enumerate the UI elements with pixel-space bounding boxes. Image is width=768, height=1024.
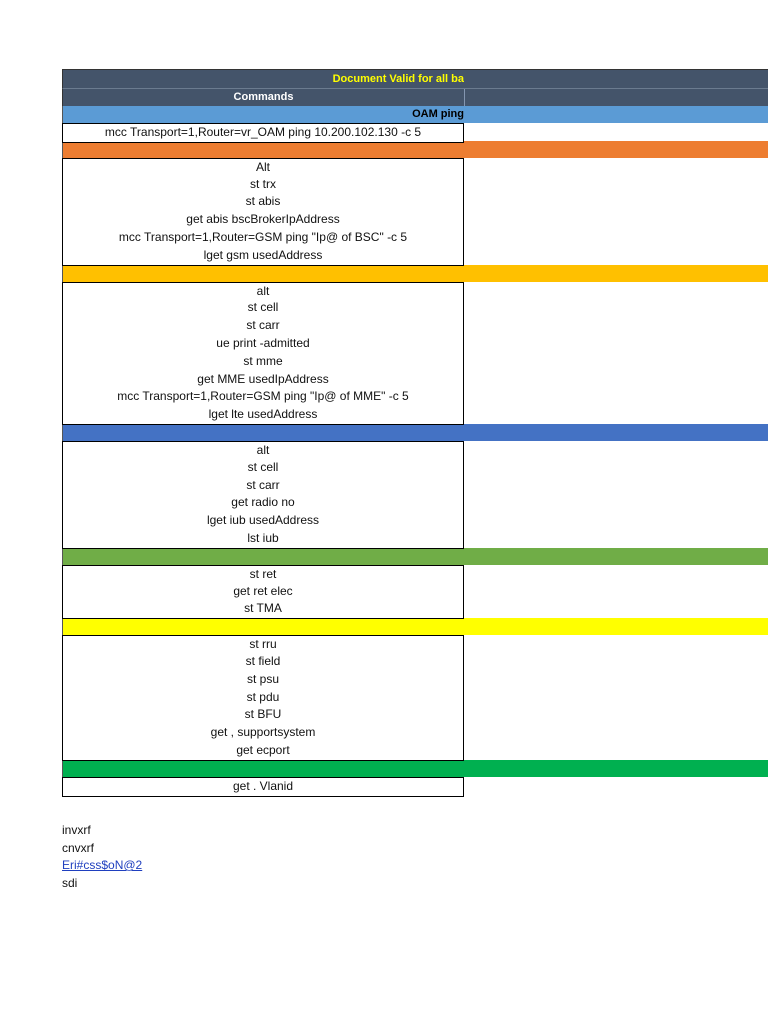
command-cell[interactable]: st psu [62,671,464,690]
note-cnvxrf: cnvxrf [62,840,95,855]
command-row [62,158,768,176]
command-cell[interactable]: get . Vlanid [62,777,464,797]
section-band-0 [62,106,768,123]
command-cell[interactable]: st carr [62,477,464,496]
command-cell[interactable]: alt [62,282,464,302]
section-band-2 [62,265,768,282]
command-row [62,600,768,618]
command-cell[interactable]: st TMA [62,600,464,619]
command-row [62,459,768,477]
command-cell[interactable]: get ecport [62,742,464,761]
command-cell[interactable]: Alt [62,158,464,178]
command-cell[interactable]: st carr [62,317,464,336]
section-band-label: OAM ping [412,108,464,120]
command-row [62,299,768,317]
command-cell[interactable]: get ret elec [62,583,464,602]
command-row [62,724,768,742]
section-band-4 [62,548,768,565]
command-row [62,530,768,548]
command-cell[interactable]: get abis bscBrokerIpAddress [62,211,464,230]
spreadsheet [62,69,768,795]
section-band-6 [62,760,768,777]
command-cell[interactable]: get , supportsystem [62,724,464,743]
section-band-1 [62,141,768,158]
command-sections [62,106,768,795]
command-row [62,494,768,512]
command-cell[interactable]: get MME usedIpAddress [62,371,464,390]
note-sdi: sdi [62,875,78,890]
command-cell[interactable]: st pdu [62,689,464,708]
command-cell[interactable]: lst iub [62,530,464,549]
command-cell[interactable]: st abis [62,193,464,212]
command-cell[interactable]: st BFU [62,706,464,725]
note-invxrf: invxrf [62,823,91,837]
section-band-3 [62,424,768,441]
command-row [62,282,768,300]
command-cell[interactable]: alt [62,441,464,461]
command-row [62,565,768,583]
command-row [62,777,768,795]
command-row [62,123,768,141]
command-cell[interactable]: st ret [62,565,464,585]
command-row [62,512,768,530]
command-row [62,742,768,760]
commands-header [62,88,768,106]
command-row [62,371,768,389]
command-row [62,477,768,495]
command-cell[interactable]: mcc Transport=1,Router=GSM ping "Ip@ of BSC" -c 5 [62,229,464,248]
command-cell[interactable]: st cell [62,459,464,478]
command-cell[interactable]: lget iub usedAddress [62,512,464,531]
command-cell[interactable]: st rru [62,635,464,655]
section-band-5 [62,618,768,635]
command-cell[interactable]: st mme [62,353,464,372]
document-title-row [62,69,768,88]
document-title: Document Valid for all ba [332,73,464,85]
command-row [62,388,768,406]
command-cell[interactable]: get radio no [62,494,464,513]
command-row [62,193,768,211]
command-row [62,653,768,671]
command-row [62,583,768,601]
command-cell[interactable]: mcc Transport=1,Router=GSM ping "Ip@ of MME" -c 5 [62,388,464,407]
command-row [62,229,768,247]
command-row [62,317,768,335]
command-row [62,441,768,459]
command-cell[interactable]: st field [62,653,464,672]
command-row [62,635,768,653]
command-row [62,176,768,194]
command-row [62,335,768,353]
command-row [62,671,768,689]
command-cell[interactable]: ue print -admitted [62,335,464,354]
command-cell[interactable]: lget lte usedAddress [62,406,464,425]
commands-header-label: Commands [63,89,465,106]
command-cell[interactable]: lget gsm usedAddress [62,247,464,266]
notes [62,822,142,892]
password-link[interactable]: Eri#css$oN@2 [62,858,143,872]
command-row [62,689,768,707]
command-row [62,247,768,265]
command-cell[interactable]: st cell [62,299,464,318]
command-cell[interactable]: mcc Transport=1,Router=vr_OAM ping 10.200.102.130 -c 5 [62,123,464,143]
command-cell[interactable]: st trx [62,176,464,195]
command-row [62,406,768,424]
command-row [62,706,768,724]
command-row [62,353,768,371]
command-row [62,211,768,229]
